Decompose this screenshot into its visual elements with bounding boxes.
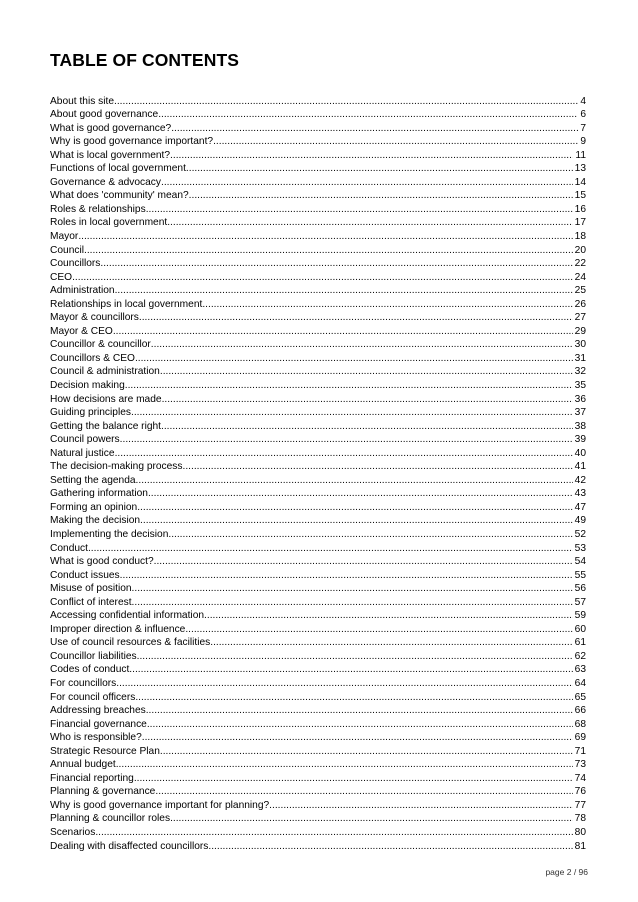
toc-entry-label[interactable]: Mayor & councillors <box>50 312 139 324</box>
toc-entry-page-number[interactable]: 43 <box>574 488 586 500</box>
dot-leader <box>72 271 573 285</box>
toc-entry-label[interactable]: Who is responsible? <box>50 732 142 744</box>
dot-leader <box>160 365 573 379</box>
toc-entry-page-number[interactable]: 30 <box>574 339 586 351</box>
toc-entry-page-number[interactable]: 17 <box>574 217 586 229</box>
dot-leader <box>151 338 573 352</box>
toc-entry-page-number[interactable]: 42 <box>574 474 586 486</box>
toc-entry-label[interactable]: Council powers <box>50 434 120 446</box>
toc-entry-label[interactable]: Conflict of interest <box>50 596 132 608</box>
toc-entry[interactable] <box>50 122 586 136</box>
dot-leader <box>95 826 572 840</box>
toc-entry-label[interactable]: Mayor <box>50 230 79 242</box>
toc-entry[interactable] <box>50 731 586 745</box>
toc-entry[interactable] <box>50 826 586 840</box>
toc-entry-page-number[interactable]: 37 <box>574 407 586 419</box>
toc-entry-label[interactable]: Annual budget <box>50 759 116 771</box>
toc-entry-label[interactable]: Strategic Resource Plan <box>50 745 160 757</box>
dot-leader <box>170 812 573 826</box>
toc-entry-label[interactable]: The decision-making process <box>50 461 183 473</box>
dot-leader <box>136 474 573 488</box>
toc-entry[interactable] <box>50 135 586 149</box>
toc-entry-label[interactable]: About good governance <box>50 109 159 121</box>
toc-entry-label[interactable]: Forming an opinion <box>50 501 138 513</box>
toc-entry-label[interactable]: Making the decision <box>50 515 141 527</box>
toc-entry[interactable] <box>50 108 586 122</box>
dot-leader <box>135 691 572 705</box>
toc-entry-label[interactable]: Gathering information <box>50 488 148 500</box>
toc-entry-label[interactable]: Councillors <box>50 258 101 270</box>
dot-leader <box>147 718 573 732</box>
dot-leader <box>129 663 572 677</box>
toc-entry-label[interactable]: Council & administration <box>50 366 160 378</box>
toc-entry[interactable] <box>50 758 586 772</box>
toc-entry[interactable] <box>50 663 586 677</box>
dot-leader <box>167 216 572 230</box>
toc-entry-label[interactable]: Governance & advocacy <box>50 176 161 188</box>
toc-entry-label[interactable]: Misuse of position <box>50 583 132 595</box>
toc-entry-label[interactable]: Decision making <box>50 379 125 391</box>
toc-entry-label[interactable]: Mayor & CEO <box>50 325 113 337</box>
toc-entry-page-number[interactable]: 80 <box>574 827 586 839</box>
toc-entry-page-number[interactable]: 52 <box>574 529 586 540</box>
toc-entry[interactable] <box>50 393 586 407</box>
toc-entry[interactable] <box>50 162 586 176</box>
toc-entry-page-number[interactable]: 13 <box>574 163 586 175</box>
dot-leader <box>158 108 578 122</box>
toc-entry-page-number[interactable]: 56 <box>574 583 586 595</box>
dot-leader <box>204 609 573 623</box>
dot-leader <box>88 542 573 556</box>
toc-entry-label[interactable]: Guiding principles <box>50 407 131 419</box>
toc-entry-label[interactable]: What is good governance? <box>50 122 172 134</box>
toc-entry-label[interactable]: Accessing confidential information <box>50 610 205 622</box>
toc-entry-label[interactable]: Codes of conduct <box>50 664 130 676</box>
dot-leader <box>154 555 573 569</box>
dot-leader <box>202 298 572 312</box>
toc-entry[interactable] <box>50 650 586 664</box>
dot-leader <box>137 501 572 515</box>
dot-leader <box>210 636 572 650</box>
toc-entry-page-number[interactable]: 22 <box>574 258 586 270</box>
dot-leader <box>213 135 578 149</box>
dot-leader <box>269 799 572 813</box>
dot-leader <box>142 731 573 745</box>
toc-entry[interactable] <box>50 799 586 813</box>
dot-leader <box>115 447 573 461</box>
dot-leader <box>131 406 573 420</box>
toc-entry-page-number[interactable]: 41 <box>574 461 586 473</box>
toc-entry-page-number[interactable]: 14 <box>574 176 586 188</box>
toc-entry-label[interactable]: What is local government? <box>50 149 171 161</box>
toc-entry-page-number[interactable]: 40 <box>574 447 586 459</box>
toc-entry-label[interactable]: Why is good governance important for planning? <box>50 799 270 811</box>
toc-entry-page-number[interactable]: 57 <box>574 596 586 608</box>
dot-leader <box>146 704 573 718</box>
toc-entry[interactable] <box>50 244 586 258</box>
toc-entry-page-number[interactable]: 35 <box>574 379 586 391</box>
toc-entry[interactable] <box>50 379 586 393</box>
toc-list <box>50 95 586 854</box>
toc-entry[interactable] <box>50 704 586 718</box>
toc-entry-label[interactable]: Council <box>50 244 84 256</box>
dot-leader <box>161 176 573 190</box>
toc-entry[interactable] <box>50 596 586 610</box>
toc-entry-label[interactable]: Dealing with disaffected councillors <box>50 840 209 852</box>
toc-entry-label[interactable]: Roles & relationships <box>50 203 146 215</box>
toc-entry[interactable] <box>50 677 586 691</box>
toc-entry[interactable] <box>50 189 586 203</box>
toc-entry-page-number[interactable]: 62 <box>574 650 586 662</box>
toc-entry-label[interactable]: Scenarios <box>50 827 96 839</box>
toc-entry-label[interactable]: Councillor & councillor <box>50 339 151 351</box>
toc-entry-page-number[interactable]: 54 <box>574 556 586 568</box>
toc-entry[interactable] <box>50 406 586 420</box>
toc-entry[interactable] <box>50 230 586 244</box>
toc-entry-page-number[interactable]: 7 <box>580 122 586 134</box>
toc-entry-page-number[interactable]: 73 <box>574 759 586 771</box>
toc-entry[interactable] <box>50 623 586 637</box>
dot-leader <box>161 420 573 434</box>
toc-entry-page-number[interactable]: 69 <box>574 732 586 744</box>
toc-entry[interactable] <box>50 176 586 190</box>
toc-entry-label[interactable]: Natural justice <box>50 447 115 459</box>
dot-leader <box>137 650 573 664</box>
toc-entry-label[interactable]: About this site <box>50 95 114 107</box>
toc-entry[interactable] <box>50 433 586 447</box>
toc-entry-page-number[interactable]: 16 <box>574 203 586 215</box>
dot-leader <box>155 785 572 799</box>
toc-entry-label[interactable]: CEO <box>50 271 73 283</box>
toc-entry-page-number[interactable]: 66 <box>574 705 586 717</box>
toc-entry-page-number[interactable]: 71 <box>574 745 586 757</box>
toc-entry-page-number[interactable]: 29 <box>574 325 586 337</box>
dot-leader <box>132 596 573 610</box>
toc-entry[interactable] <box>50 636 586 650</box>
dot-leader <box>134 772 573 786</box>
toc-entry-page-number[interactable]: 9 <box>580 136 586 148</box>
toc-entry-page-number[interactable]: 27 <box>574 312 586 324</box>
toc-entry[interactable] <box>50 569 586 583</box>
toc-entry-label[interactable]: Councillors & CEO <box>50 352 135 364</box>
toc-entry-page-number[interactable]: 36 <box>574 393 586 405</box>
dot-leader <box>162 393 573 407</box>
toc-entry-page-number[interactable]: 76 <box>574 786 586 798</box>
toc-entry-page-number[interactable]: 26 <box>574 298 586 310</box>
toc-entry-label[interactable]: Councillor liabilities <box>50 650 137 662</box>
toc-entry[interactable] <box>50 609 586 623</box>
toc-entry[interactable] <box>50 216 586 230</box>
toc-entry-page-number[interactable]: 68 <box>574 718 586 730</box>
toc-entry-label[interactable]: Improper direction & influence <box>50 623 186 635</box>
toc-entry[interactable] <box>50 840 586 854</box>
toc-entry-page-number[interactable]: 65 <box>574 691 586 703</box>
toc-entry-label[interactable]: Roles in local government <box>50 217 168 229</box>
toc-entry[interactable] <box>50 487 586 501</box>
toc-entry-label[interactable]: Functions of local government <box>50 163 186 175</box>
toc-entry[interactable] <box>50 271 586 285</box>
toc-entry-label[interactable]: Financial reporting <box>50 772 134 784</box>
dot-leader <box>168 528 572 542</box>
dot-leader <box>116 758 573 772</box>
toc-entry-label[interactable]: Implementing the decision <box>50 529 169 540</box>
toc-entry-page-number[interactable]: 6 <box>580 109 586 121</box>
dot-leader <box>115 284 573 298</box>
toc-entry[interactable] <box>50 555 586 569</box>
dot-leader <box>170 149 573 163</box>
toc-entry-page-number[interactable]: 4 <box>580 95 586 107</box>
dot-leader <box>139 311 573 325</box>
page-number: page 2 / 96 <box>545 867 588 877</box>
toc-entry-page-number[interactable]: 60 <box>574 623 586 635</box>
toc-entry-label[interactable]: What does 'community' mean? <box>50 190 189 202</box>
toc-entry-page-number[interactable]: 32 <box>574 366 586 378</box>
toc-entry-page-number[interactable]: 39 <box>574 434 586 446</box>
toc-entry-page-number[interactable]: 25 <box>574 285 586 297</box>
toc-entry[interactable] <box>50 460 586 474</box>
dot-leader <box>140 514 573 528</box>
dot-leader <box>114 95 578 109</box>
toc-entry-page-number[interactable]: 38 <box>574 420 586 432</box>
dot-leader <box>208 840 572 854</box>
dot-leader <box>160 745 573 759</box>
toc-entry-label[interactable]: Getting the balance right <box>50 420 162 432</box>
toc-entry-page-number[interactable]: 20 <box>574 244 586 256</box>
toc-entry-label[interactable]: Conduct <box>50 542 88 554</box>
dot-leader <box>120 433 573 447</box>
toc-entry[interactable] <box>50 785 586 799</box>
dot-leader <box>132 582 573 596</box>
toc-entry[interactable] <box>50 95 586 109</box>
toc-entry-page-number[interactable]: 53 <box>574 542 586 554</box>
toc-entry[interactable] <box>50 812 586 826</box>
toc-entry-page-number[interactable]: 81 <box>574 840 586 852</box>
toc-entry-page-number[interactable]: 77 <box>574 799 586 811</box>
toc-entry-page-number[interactable]: 11 <box>575 149 586 161</box>
dot-leader <box>100 257 572 271</box>
toc-entry-page-number[interactable]: 78 <box>574 813 586 825</box>
toc-entry[interactable] <box>50 582 586 596</box>
toc-entry[interactable] <box>50 149 586 163</box>
toc-entry-label[interactable]: Administration <box>50 285 115 297</box>
toc-entry[interactable] <box>50 514 586 528</box>
toc-entry-label[interactable]: Financial governance <box>50 718 147 730</box>
toc-entry-label[interactable]: Conduct issues <box>50 569 120 581</box>
dot-leader <box>148 487 573 501</box>
toc-entry-page-number[interactable]: 18 <box>574 230 586 242</box>
dot-leader <box>120 569 573 583</box>
toc-entry-label[interactable]: Why is good governance important? <box>50 136 214 148</box>
dot-leader <box>183 460 573 474</box>
toc-entry[interactable] <box>50 338 586 352</box>
dot-leader <box>186 162 573 176</box>
toc-entry[interactable] <box>50 284 586 298</box>
toc-entry[interactable] <box>50 311 586 325</box>
toc-entry[interactable] <box>50 542 586 556</box>
toc-entry-label[interactable]: Planning & councillor roles <box>50 813 171 825</box>
dot-leader <box>116 677 572 691</box>
dot-leader <box>189 189 573 203</box>
toc-entry[interactable] <box>50 528 586 542</box>
dot-leader <box>185 623 572 637</box>
toc-entry[interactable] <box>50 203 586 217</box>
toc-entry-label[interactable]: Addressing breaches <box>50 705 146 717</box>
toc-entry-page-number[interactable]: 59 <box>574 610 586 622</box>
toc-entry-page-number[interactable]: 55 <box>574 569 586 581</box>
dot-leader <box>135 352 573 366</box>
toc-entry-page-number[interactable]: 61 <box>574 637 586 649</box>
toc-entry[interactable] <box>50 447 586 461</box>
toc-entry[interactable] <box>50 365 586 379</box>
toc-entry-label[interactable]: Use of council resources & facilities <box>50 637 211 649</box>
toc-entry-page-number[interactable]: 47 <box>574 501 586 513</box>
toc-entry-page-number[interactable]: 64 <box>574 678 586 690</box>
toc-entry-page-number[interactable]: 63 <box>574 664 586 676</box>
toc-entry[interactable] <box>50 352 586 366</box>
toc-entry-page-number[interactable]: 74 <box>574 772 586 784</box>
toc-entry[interactable] <box>50 772 586 786</box>
toc-entry[interactable] <box>50 501 586 515</box>
toc-entry[interactable] <box>50 420 586 434</box>
toc-entry-label[interactable]: Setting the agenda <box>50 474 136 486</box>
toc-entry[interactable] <box>50 325 586 339</box>
dot-leader <box>84 244 573 258</box>
toc-entry-label[interactable]: Planning & governance <box>50 786 156 798</box>
toc-entry-label[interactable]: For council officers <box>50 691 136 703</box>
toc-entry-label[interactable]: For councillors <box>50 678 117 690</box>
dot-leader <box>146 203 573 217</box>
toc-entry-page-number[interactable]: 49 <box>574 515 586 527</box>
toc-entry-label[interactable]: How decisions are made <box>50 393 162 405</box>
toc-entry-page-number[interactable]: 24 <box>574 271 586 283</box>
dot-leader <box>125 379 573 393</box>
toc-entry[interactable] <box>50 257 586 271</box>
dot-leader <box>171 122 578 136</box>
toc-entry[interactable] <box>50 691 586 705</box>
toc-entry-label[interactable]: Relationships in local government <box>50 298 203 310</box>
toc-entry[interactable] <box>50 474 586 488</box>
toc-entry[interactable] <box>50 718 586 732</box>
toc-heading: TABLE OF CONTENTS <box>50 50 240 70</box>
toc-entry-page-number[interactable]: 31 <box>574 352 586 364</box>
toc-entry[interactable] <box>50 745 586 759</box>
toc-entry-label[interactable]: What is good conduct? <box>50 556 154 568</box>
toc-entry-page-number[interactable]: 15 <box>574 190 586 202</box>
dot-leader <box>78 230 572 244</box>
dot-leader <box>113 325 573 339</box>
toc-entry[interactable] <box>50 298 586 312</box>
